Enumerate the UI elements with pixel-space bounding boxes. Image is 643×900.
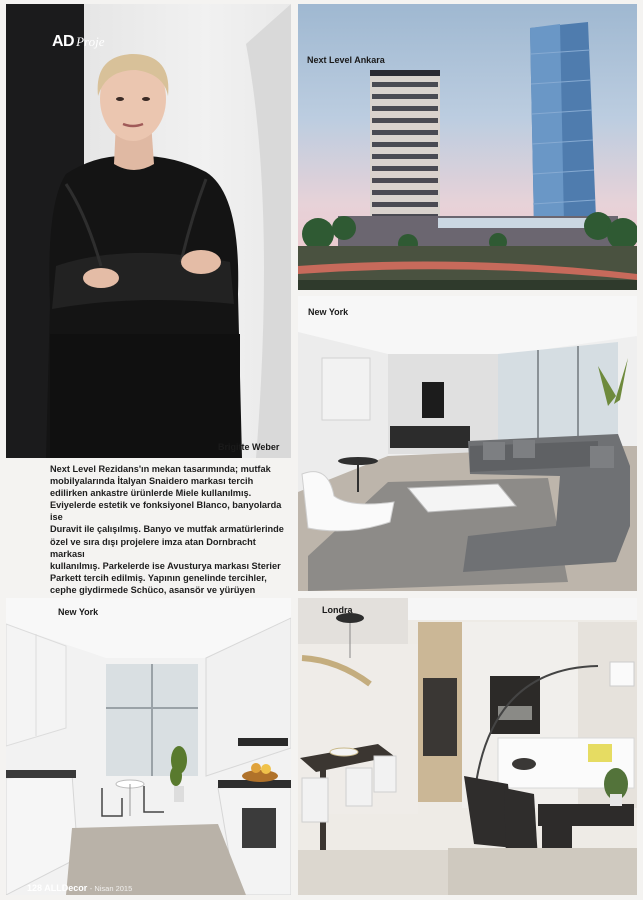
tower-caption: Next Level Ankara xyxy=(307,55,385,65)
body-line: Parkett tercih edilmiş. Yapının genelinde tercihler, xyxy=(50,572,267,583)
brand-logo: AD xyxy=(52,33,75,50)
body-line: mobilyalarında İtalyan Snaidero markası tercih xyxy=(50,476,254,487)
body-line: edilirken ankastre ürünlerde Miele kullanılmış. xyxy=(50,488,252,499)
london-living-photo xyxy=(298,598,637,895)
portrait-illustration xyxy=(6,4,291,458)
section-brand xyxy=(52,33,105,51)
body-line: özel ve sıra dışı projelere imza atan Dornbracht markası xyxy=(50,536,256,559)
tower-render-photo xyxy=(298,4,637,290)
body-line: Next Level Rezidans'ın mekan tasarımında; mutfak xyxy=(50,464,271,474)
portrait-caption: Brigitte Weber xyxy=(218,442,280,452)
ny1-caption: New York xyxy=(308,307,349,317)
newyork-kitchen-photo xyxy=(6,598,291,895)
section-label: Proje xyxy=(76,34,105,49)
kitchen-illustration xyxy=(6,598,291,895)
ny2-caption: New York xyxy=(58,607,99,617)
article-body xyxy=(50,463,286,608)
page-number: 128 xyxy=(27,883,43,893)
magazine-name: ALLDecor xyxy=(44,883,88,893)
london-caption: Londra xyxy=(322,605,353,615)
body-line: Eviyelerde estetik ve fonksiyonel Blanco, banyolarda ise xyxy=(50,500,282,523)
london-illustration xyxy=(298,598,637,895)
body-line: Duravit ile çalışılmış. Banyo ve mutfak armatürlerinde xyxy=(50,524,284,535)
page-folio xyxy=(27,883,132,893)
body-line: kullanılmış. Parkelerde ise Avusturya markası Sterier xyxy=(50,560,281,571)
portrait-photo xyxy=(6,4,291,458)
living-room-illustration xyxy=(298,296,637,591)
issue-date: - Nisan 2015 xyxy=(89,884,133,893)
tower-illustration xyxy=(298,4,637,290)
newyork-living-photo xyxy=(298,296,637,591)
body-line: cephe giydirmede Schüco, asansör ve yürüyen xyxy=(50,584,256,595)
